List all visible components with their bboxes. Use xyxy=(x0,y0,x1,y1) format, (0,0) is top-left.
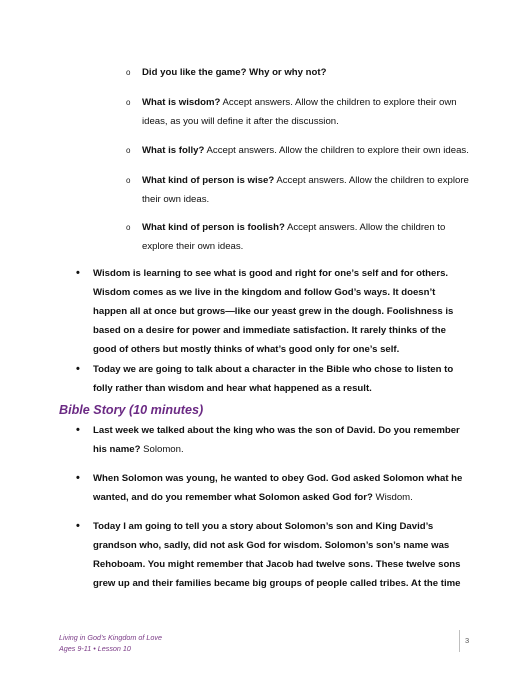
footer-title: Living in God’s Kingdom of Love xyxy=(59,633,162,642)
circle-bullet-icon: o xyxy=(126,146,131,155)
question-text: What is wisdom? Accept answers. Allow the children to explore their own ideas, as you will define it after the discussion. xyxy=(142,97,457,127)
question-item xyxy=(126,93,476,131)
question-item xyxy=(126,171,476,209)
section-heading: Bible Story (10 minutes) xyxy=(59,403,204,417)
footer-subtitle: Ages 9-11 • Lesson 10 xyxy=(59,644,131,653)
circle-bullet-icon: o xyxy=(126,98,131,107)
wisdom-bullet: • Wisdom is learning to see what is good and right for one’s self and for others. Wisdom comes as we live in the kingdom and follow God’s ways. It doesn’t happen all at once but grows—like our yeast grew in the dough. Foolishness is based on a desire for power and immediate satisfaction. It rarely thinks of the good of others but mostly thinks of what’s good only for one’s self. xyxy=(76,264,471,359)
question-text: What kind of person is wise? Accept answers. Allow the children to explore their own ideas. xyxy=(142,175,469,205)
page-number: 3 xyxy=(465,636,470,645)
question-text: What kind of person is foolish? Accept answers. Allow the children to explore their own ideas. xyxy=(142,222,446,252)
question-item xyxy=(126,63,476,82)
bullet-icon: • xyxy=(76,363,80,375)
bullet-icon: • xyxy=(76,424,80,436)
story-bullet: • Today I am going to tell you a story about Solomon’s son and King David’s grandson who, sadly, did not ask God for wisdom. Solomon’s son’s name was Rehoboam. You might remember that Jacob had twelve sons. These twelve sons grew up and their families became big groups of people called tribes. At the time xyxy=(76,517,471,593)
bullet-icon: • xyxy=(76,520,80,532)
circle-bullet-icon: o xyxy=(126,176,131,185)
circle-bullet-icon: o xyxy=(126,223,131,232)
page-footer xyxy=(59,632,162,654)
story-bullet: • Last week we talked about the king who was the son of David. Do you remember his name? Solomon. xyxy=(76,421,471,459)
bullet-icon: • xyxy=(76,267,80,279)
question-text: What is folly? Accept answers. Allow the children to explore their own ideas. xyxy=(142,145,469,156)
today-bullet: • Today we are going to talk about a character in the Bible who chose to listen to folly rather than wisdom and hear what happened as a result. xyxy=(76,360,471,398)
bullet-icon: • xyxy=(76,472,80,484)
question-text: Did you like the game? Why or why not? xyxy=(142,67,327,78)
question-item xyxy=(126,141,476,160)
question-item xyxy=(126,218,476,256)
footer-divider xyxy=(459,630,460,652)
story-bullet: • When Solomon was young, he wanted to obey God. God asked Solomon what he wanted, and do you remember what Solomon asked God for? Wisdom. xyxy=(76,469,471,507)
circle-bullet-icon: o xyxy=(126,68,131,77)
